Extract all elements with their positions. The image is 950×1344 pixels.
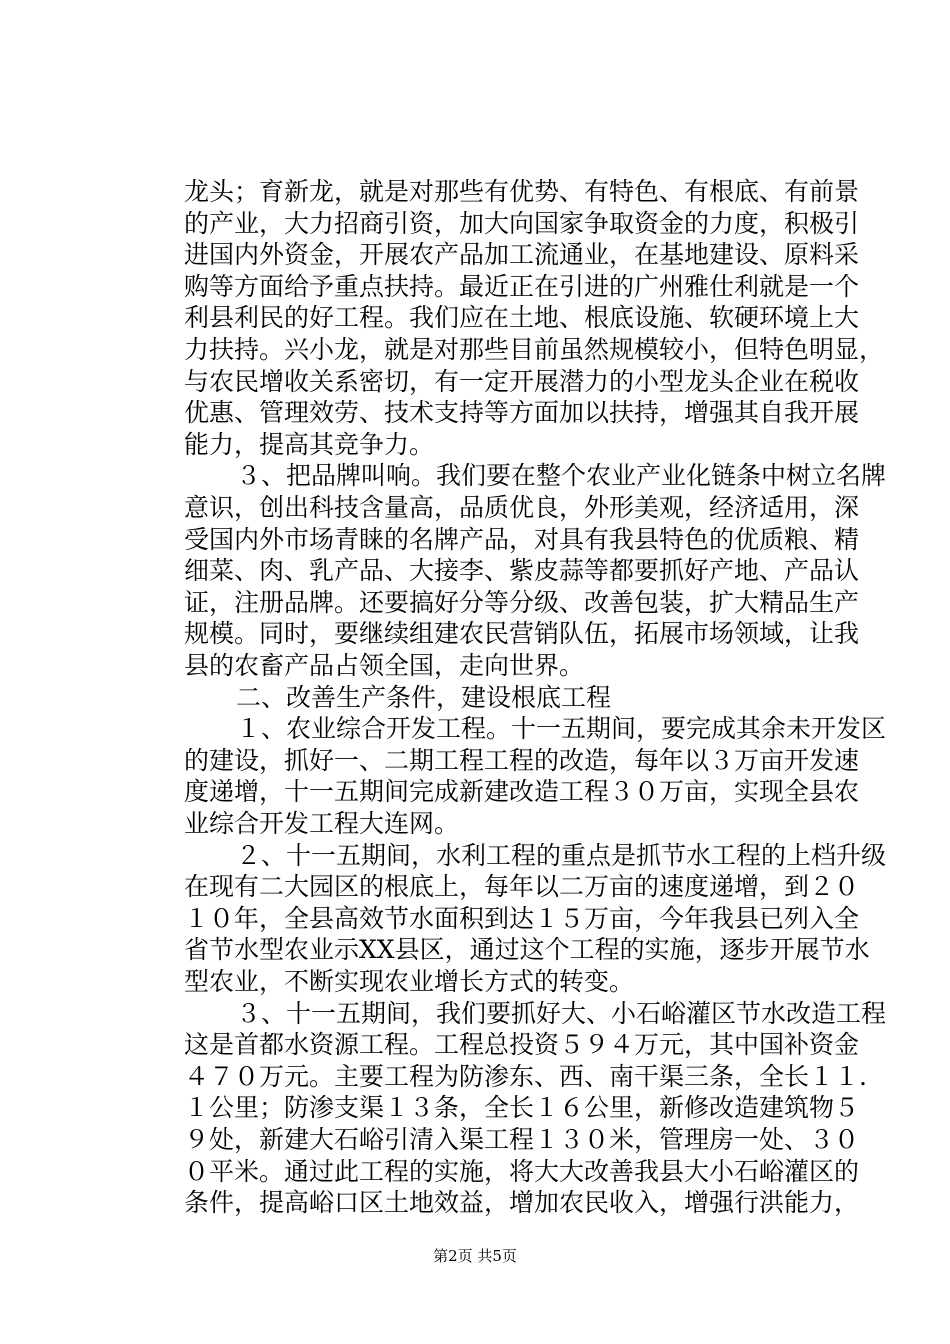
- text-line: 细菜、肉、乳产品、大接李、紫皮蒜等都要抓好产地、产品认: [184, 556, 860, 586]
- text-line: 进国内外资金，开展农产品加工流通业，在基地建设、原料采: [184, 240, 860, 270]
- text-line: 业综合开发工程大连网。: [184, 809, 460, 838]
- text-line: ０平米。通过此工程的实施，将大大改善我县大小石峪灌区的: [184, 1156, 860, 1186]
- paragraph-start-line: １、农业综合开发工程。十一五期间，要完成其余未开发区: [236, 714, 887, 744]
- text-line: 型农业，不断实现农业增长方式的转变。: [184, 967, 635, 996]
- section-heading: 二、改善生产条件，建设根底工程: [236, 682, 612, 712]
- text-line: １０年，全县高效节水面积到达１５万亩，今年我县已列入全: [184, 903, 860, 933]
- text-line: 度递增，十一五期间完成新建改造工程３０万亩，实现全县农: [184, 777, 860, 807]
- text-line: 的建设，抓好一、二期工程工程的改造，每年以３万亩开发速: [184, 745, 860, 775]
- text-line: 能力，提高其竞争力。: [184, 429, 435, 459]
- text-line: 条件，提高峪口区土地效益，增加农民收入，增强行洪能力，: [184, 1188, 860, 1218]
- text-line: 这是首都水资源工程。工程总投资５９４万元，其中国补资金: [184, 1030, 860, 1060]
- paragraph-start-line: ３、把品牌叫响。我们要在整个农业产业化链条中树立名牌: [236, 461, 887, 491]
- text-line: ４７０万元。主要工程为防渗东、西、南干渠三条，全长１１.: [184, 1061, 867, 1091]
- text-line: 证，注册品牌。还要搞好分等分级、改善包装，扩大精品生产: [184, 587, 860, 617]
- text-line: 龙头；育新龙，就是对那些有优势、有特色、有根底、有前景: [184, 177, 860, 206]
- text-line: 与农民增收关系密切，有一定开展潜力的小型龙头企业在税收: [184, 366, 860, 396]
- text-line: 省节水型农业示XX县区，通过这个工程的实施，逐步开展节水: [184, 935, 870, 965]
- text-line: 在现有二大园区的根底上，每年以二万亩的速度递增，到２０: [184, 872, 860, 902]
- text-line: 力扶持。兴小龙，就是对那些目前虽然规模较小，但特色明显，: [184, 335, 885, 364]
- text-line: 的产业，大力招商引资，加大向国家争取资金的力度，积极引: [184, 208, 860, 238]
- paragraph-start-line: ２、十一五期间，水利工程的重点是抓节水工程的上档升级: [236, 840, 887, 870]
- text-line: 意识，创出科技含量高，品质优良，外形美观，经济适用，深: [184, 493, 860, 522]
- text-line: 优惠、管理效劳、技术支持等方面加以扶持，增强其自我开展: [184, 398, 860, 428]
- text-line: 受国内外市场青睐的名牌产品，对具有我县特色的优质粮、精: [184, 524, 860, 554]
- text-line: 规模。同时，要继续组建农民营销队伍，拓展市场领域，让我: [184, 619, 860, 649]
- text-line: 购等方面给予重点扶持。最近正在引进的广州雅仕利就是一个: [184, 271, 860, 301]
- text-line: １公里；防渗支渠１３条，全长１６公里，新修改造建筑物５: [184, 1093, 860, 1123]
- paragraph-start-line: ３、十一五期间，我们要抓好大、小石峪灌区节水改造工程: [236, 998, 887, 1028]
- page-number-footer: 第2页 共5页: [433, 1247, 517, 1265]
- text-line: 利县利民的好工程。我们应在土地、根底设施、软硬环境上大: [184, 303, 860, 333]
- text-line: ９处，新建大石峪引清入渠工程１３０米，管理房一处、３０: [184, 1125, 860, 1154]
- text-line: 县的农畜产品占领全国，走向世界。: [184, 651, 585, 680]
